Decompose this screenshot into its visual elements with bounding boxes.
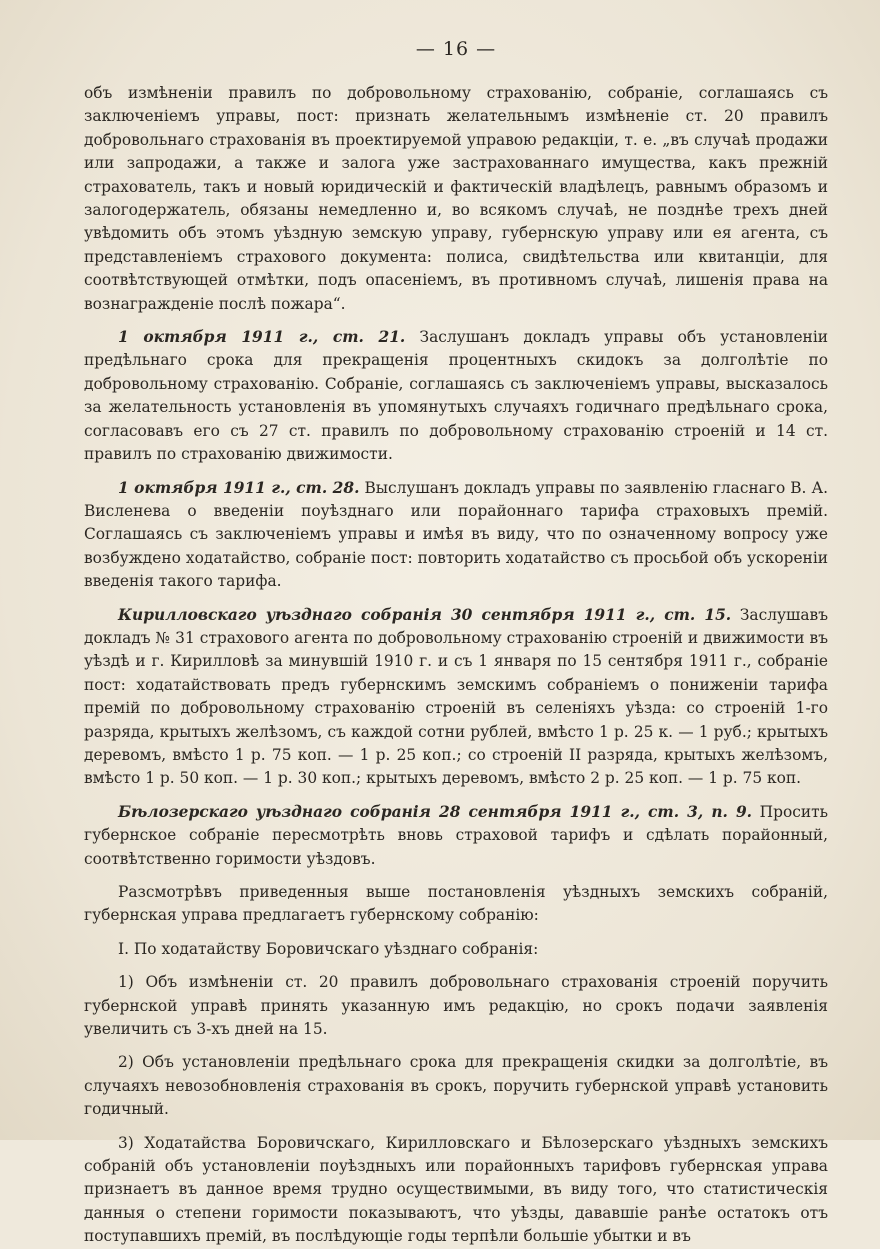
paragraph-1-text: объ измѣненіи правилъ по добровольному страхованію, собраніе, соглашаясь съ заключеніемъ управы, пост: признать желательнымъ измѣненіе ст. 20 правилъ добровольнаго страхованія въ проектируемой управою редакціи, т. е. „въ случаѣ продажи или запродажи, а также и залога уже застрахованнаго имущества, какъ прежній страхователь, такъ и новый юридическій и фактическій владѣлецъ, равнымъ образомъ и залогодержатель, обязаны немедленно и, во всякомъ случаѣ, не позднѣе трехъ дней увѣдомить объ этомъ уѣздную земскую управу, губернскую управу или ея агента, съ представленіемъ страхового документа: полиса, свидѣтельства или квитанціи, для соотвѣтствующей отмѣтки, подъ опасеніемъ, въ противномъ случаѣ, лишенія права на вознагражденіе послѣ пожара“.	[84, 84, 828, 313]
paragraph-8-text: 1) Объ измѣненіи ст. 20 правилъ добровольнаго страхованія строеній поручить губернской управѣ принять указанную имъ редакцію, но срокъ подачи заявленія увеличить съ 3-хъ дней на 15.	[84, 973, 828, 1039]
paragraph-3-reference: 1 октября 1911 г., ст. 28.	[118, 478, 360, 497]
paragraph-4	[84, 604, 828, 791]
paragraph-2	[84, 326, 828, 466]
paragraph-10-text: 3) Ходатайства Боровичскаго, Кирилловскаго и Бѣлозерскаго уѣздныхъ земскихъ собраній объ установленіи поуѣздныхъ или порайонныхъ тарифовъ губернская управа признаетъ въ данное время трудно осуществимыми, въ виду того, что статистическія данныя о степени горимости показываютъ, что уѣзды, дававшіе ранѣе остатокъ отъ поступавшихъ премій, въ послѣдующіе годы терпѣли большіе убытки и въ	[84, 1133, 828, 1246]
paragraph-10	[84, 1132, 828, 1249]
paragraph-6-text: Разсмотрѣвъ приведенныя выше постановленія уѣздныхъ земскихъ собраній, губернская управа предлагаетъ губернскому собранію:	[84, 883, 828, 925]
paragraph-7-text: I. По ходатайству Боровичскаго уѣзднаго собранія:	[118, 939, 539, 958]
paragraph-4-reference: Кирилловскаго уѣзднаго собранія 30 сентября 1911 г., ст. 15.	[118, 605, 732, 624]
paragraph-3	[84, 477, 828, 594]
paragraph-8	[84, 971, 828, 1041]
paragraph-5-reference: Бѣлозерскаго уѣзднаго собранія 28 сентября 1911 г., ст. 3, п. 9.	[118, 802, 753, 821]
paragraph-7	[84, 938, 828, 961]
paragraph-2-text: Заслушанъ докладъ управы объ установленіи предѣльнаго срока для прекращенія процентныхъ скидокъ за долголѣтіе по добровольному страхованію. Собраніе, соглашаясь съ заключеніемъ управы, высказалось за желательность установленія въ упомянутыхъ случаяхъ годичнаго предѣльнаго срока, согласовавъ его съ 27 ст. правилъ по добровольному страхованію строеній и 14 ст. правилъ по страхованію движимости.	[84, 328, 828, 464]
paragraph-4-text: Заслушавъ докладъ № 31 страхового агента по добровольному страхованію строеній и движимости въ уѣздѣ и г. Кирилловѣ за минувшій 1910 г. и съ 1 января по 15 сентября 1911 г., собраніе пост: ходатайствовать предъ губернскимъ земскимъ собраніемъ о пониженіи тарифа премій по добровольному страхованію строеній въ селеніяхъ уѣзда: со строеній 1-го разряда, крытыхъ желѣзомъ, съ каждой сотни рублей, вмѣсто 1 р. 25 к. — 1 руб.; крытыхъ деревомъ, вмѣсто 1 р. 75 коп. — 1 р. 25 коп.; со строеній II разряда, крытыхъ желѣзомъ, вмѣсто 1 р. 50 коп. — 1 р. 30 коп.; крытыхъ деревомъ, вмѣсто 2 р. 25 коп. — 1 р. 75 коп.	[84, 605, 828, 788]
paragraph-5	[84, 801, 828, 871]
paragraph-6	[84, 881, 828, 928]
paragraph-2-reference: 1 октября 1911 г., ст. 21.	[118, 328, 406, 347]
paragraph-1	[84, 82, 828, 316]
page-number: — 16 —	[415, 38, 497, 60]
paragraph-9	[84, 1051, 828, 1121]
paragraph-5-text: Просить губернское собраніе пересмотрѣть вновь страховой тарифъ и сдѣлать порайонный, соотвѣтственно горимости уѣздовъ.	[84, 802, 828, 868]
paragraph-9-text: 2) Объ установленіи предѣльнаго срока для прекращенія скидки за долголѣтіе, въ случаяхъ невозобновленія страхованія въ срокъ, поручить губернской управѣ установить годичный.	[84, 1053, 828, 1119]
paragraph-3-text: Выслушанъ докладъ управы по заявленію гласнаго В. А. Висленева о введеніи поуѣзднаго или порайоннаго тарифа страховыхъ премій. Соглашаясь съ заключеніемъ управы и имѣя въ виду, что по означенному вопросу уже возбуждено ходатайство, собраніе пост: повторить ходатайство съ просьбой объ ускореніи введенія такого тарифа.	[84, 478, 828, 591]
